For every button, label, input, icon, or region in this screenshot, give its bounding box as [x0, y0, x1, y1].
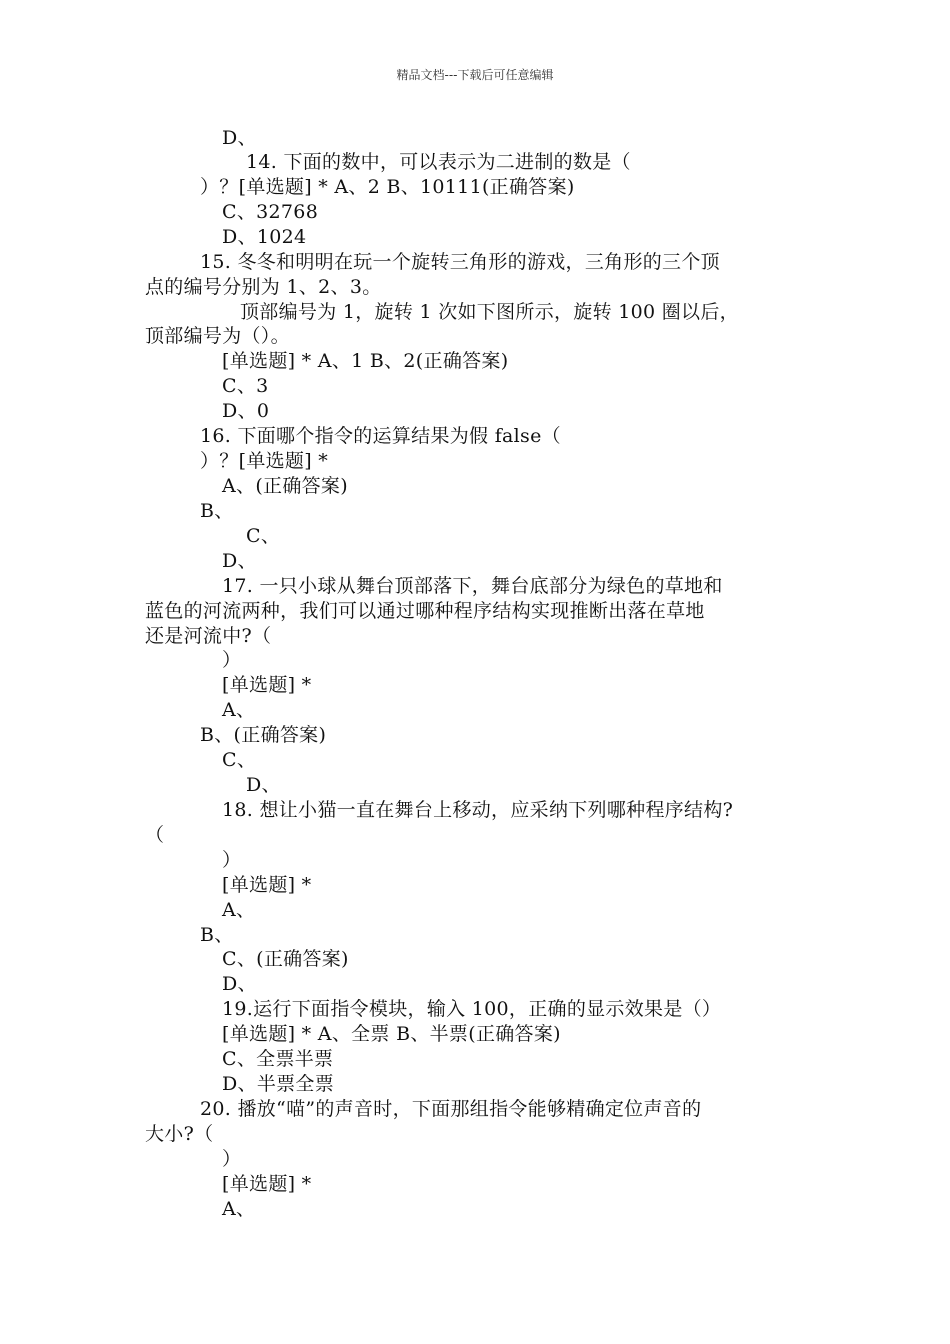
text-line: [单选题] * A、全票 B、半票(正确答案)	[222, 1023, 561, 1045]
question-16: 16. 下面哪个指令的运算结果为假 false（	[200, 425, 561, 447]
text-line: ）？[单选题] * A、2 B、10111(正确答案)	[200, 176, 575, 198]
option-line: C、全票半票	[222, 1048, 334, 1070]
text-line: [单选题] *	[222, 674, 312, 696]
option-line: B、	[200, 924, 234, 946]
text-line: [单选题] * A、1 B、2(正确答案)	[222, 350, 509, 372]
option-line: A、	[222, 699, 256, 721]
option-line: C、	[222, 749, 257, 771]
option-line: D、	[222, 550, 257, 572]
text-line: [单选题] *	[222, 874, 312, 896]
question-15: 15. 冬冬和明明在玩一个旋转三角形的游戏，三角形的三个顶	[200, 251, 720, 273]
option-line: B、(正确答案)	[200, 724, 327, 746]
text-line: D、	[222, 127, 257, 149]
option-line: B、	[200, 500, 234, 522]
option-line: D、	[222, 973, 257, 995]
option-line: C、32768	[222, 201, 319, 223]
text-line: ）	[222, 849, 242, 871]
text-line: ）	[222, 649, 242, 671]
option-line: D、0	[222, 400, 270, 422]
option-line: C、(正确答案)	[222, 948, 349, 970]
text-line: 顶部编号为 1，旋转 1 次如下图所示，旋转 100 圈以后，	[240, 301, 739, 323]
text-line: [单选题] *	[222, 1173, 312, 1195]
question-18: 18. 想让小猫一直在舞台上移动，应采纳下列哪种程序结构?	[222, 799, 734, 821]
option-line: D、半票全票	[222, 1073, 335, 1095]
question-20: 20. 播放“喵”的声音时，下面那组指令能够精确定位声音的	[200, 1098, 702, 1120]
option-line: D、	[246, 774, 281, 796]
text-line: ）？[单选题] *	[200, 450, 329, 472]
document-header: 精品文档---下载后可任意编辑	[396, 68, 554, 82]
text-line: 大小?（	[145, 1123, 214, 1145]
question-17: 17. 一只小球从舞台顶部落下，舞台底部分为绿色的草地和	[222, 575, 723, 597]
text-line: 蓝色的河流两种，我们可以通过哪种程序结构实现推断出落在草地	[145, 600, 705, 622]
text-line: （	[145, 824, 165, 846]
text-line: ）	[222, 1148, 242, 1170]
text-line: 顶部编号为（）。	[145, 325, 290, 347]
question-14: 14. 下面的数中，可以表示为二进制的数是（	[246, 151, 631, 173]
option-line: A、(正确答案)	[222, 475, 348, 497]
option-line: A、	[222, 1198, 256, 1220]
option-line: C、3	[222, 375, 269, 397]
option-line: A、	[222, 899, 256, 921]
option-line: C、	[246, 525, 281, 547]
text-line: 点的编号分别为 1、2、3。	[145, 276, 382, 298]
option-line: D、1024	[222, 226, 307, 248]
question-19: 19.运行下面指令模块，输入 100，正确的显示效果是（）	[222, 998, 722, 1020]
text-line: 还是河流中?（	[145, 625, 272, 647]
